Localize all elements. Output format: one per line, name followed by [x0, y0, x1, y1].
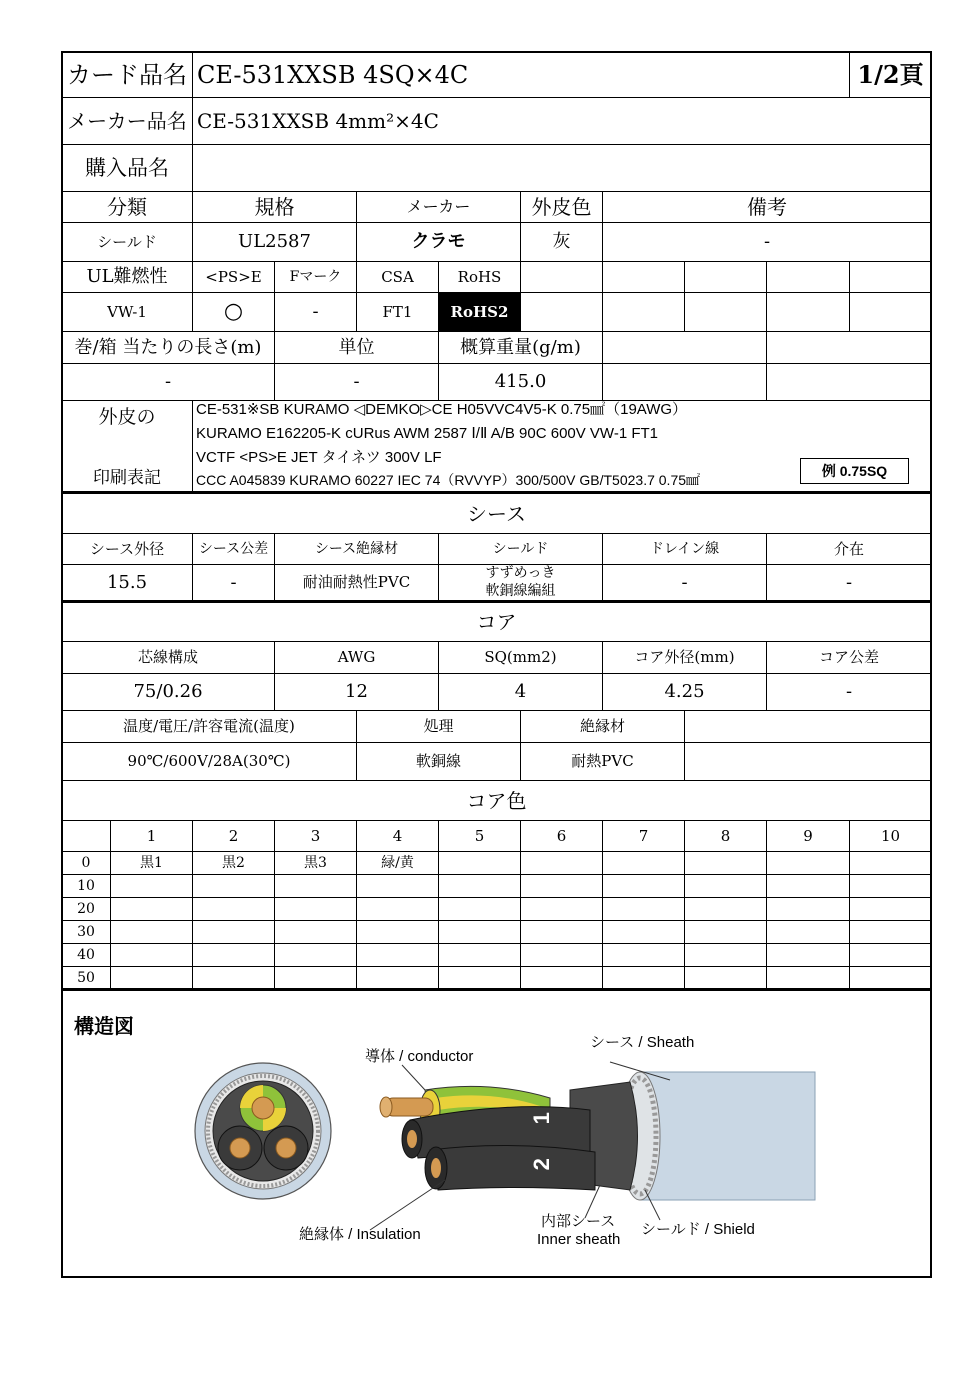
page-number: 1/2頁	[857, 59, 924, 89]
core-color-row-50: 50	[77, 969, 95, 986]
core-tolerance: -	[845, 681, 853, 702]
core-color-col-2: 2	[228, 826, 239, 845]
rating-header-insulation: 絶縁材	[579, 717, 625, 735]
length-header-unit: 単位	[338, 336, 375, 358]
sheath-od: 15.5	[106, 571, 148, 593]
approx-weight: 415.0	[494, 371, 547, 392]
sheath-shield-line-2: 軟銅線編組	[485, 583, 556, 599]
spec-remarks: -	[763, 231, 771, 252]
core-color-row-10: 10	[77, 878, 95, 894]
sheath-title: シース	[467, 501, 526, 526]
print-label-bottom: 印刷表記	[93, 467, 161, 488]
length-header-weight: 概算重量(g/m)	[460, 336, 581, 358]
approval-ul: VW-1	[107, 302, 147, 321]
approval-header-pse: <PS>E	[205, 267, 262, 286]
core-1-print: 1	[528, 1112, 554, 1125]
core-awg: 12	[345, 681, 368, 702]
sheath-header-filler: 介在	[833, 539, 864, 558]
core-color-col-5: 5	[474, 826, 485, 845]
card-name: CE-531XXSB 4SQ×4C	[197, 60, 469, 89]
approval-fmark: -	[312, 301, 319, 322]
spec-header-standard: 規格	[254, 195, 295, 219]
sheath-material: 耐油耐熱性PVC	[302, 573, 411, 591]
core-color-row-0: 0	[81, 855, 91, 871]
core-color-col-1: 1	[146, 826, 157, 845]
approval-header-ul: UL難燃性	[86, 266, 168, 287]
approval-pse: ○	[223, 299, 244, 324]
inner-sheath-label-jp: 内部シース	[541, 1213, 616, 1230]
length-unit: -	[353, 371, 360, 392]
print-line-1: CE-531※SB KURAMO ◁DEMKO▷CE H05VVC4V5-K 0.75㎟（19AWG）	[196, 401, 688, 418]
rating-insulation: 耐熱PVC	[571, 752, 634, 770]
maker-name-label: メーカー品名	[67, 109, 187, 133]
sheath-header-material: シース絶縁材	[314, 541, 399, 557]
core-color-col-8: 8	[720, 826, 731, 845]
sheath-filler: -	[845, 571, 853, 593]
core-title: コア	[476, 610, 517, 634]
sheath-shield-line-1: すずめっき	[485, 565, 556, 581]
shield-label: シールド / Shield	[641, 1221, 755, 1238]
core-color-col-3: 3	[310, 826, 321, 845]
approval-header-fmark: Fマーク	[289, 269, 342, 285]
sheath-header-drain: ドレイン線	[649, 541, 720, 557]
core-2-print: 2	[528, 1158, 554, 1171]
approval-header-csa: CSA	[381, 267, 414, 286]
length-header-per-reel: 巻/箱 当たりの長さ(m)	[74, 336, 262, 358]
core-color-col-7: 7	[638, 826, 649, 845]
conductor-label: 導体 / conductor	[365, 1048, 474, 1065]
core-color-col-4: 4	[392, 826, 403, 845]
rating-temp-voltage: 90℃/600V/28A(30℃)	[127, 752, 291, 770]
core-color-3: 黒3	[304, 855, 327, 871]
structure-diagram-title: 構造図	[74, 1016, 134, 1038]
rating-header-treatment: 処理	[423, 717, 454, 735]
sheath-header-od: シース外径	[89, 539, 165, 558]
maker-name: CE-531XXSB 4mm²×4C	[197, 109, 439, 133]
core-color-title: コア色	[466, 788, 527, 813]
insulation-label: 絶縁体 / Insulation	[299, 1226, 421, 1243]
rating-treatment: 軟銅線	[415, 752, 461, 770]
print-label-top: 外皮の	[98, 405, 156, 428]
core-color-2: 黒2	[222, 855, 245, 871]
sheath-drain: -	[681, 571, 688, 593]
core-header-sq: SQ(mm2)	[484, 648, 557, 666]
card-name-label: カード品名	[67, 60, 187, 89]
rating-header-temp-voltage: 温度/電圧/許容電流(温度)	[123, 717, 295, 735]
sheath-header-shield: シールド	[492, 541, 549, 557]
core-color-col-9: 9	[803, 826, 813, 845]
core-1-marking: 1	[347, 1084, 379, 1100]
spec-standard: UL2587	[238, 231, 311, 252]
approval-rohs: RoHS2	[439, 293, 520, 331]
core-strand: 75/0.26	[133, 681, 203, 702]
spec-color: 灰	[552, 231, 571, 252]
core-header-awg: AWG	[337, 648, 376, 666]
purchase-name-label: 購入品名	[85, 155, 169, 180]
cable-side-illustration	[370, 1062, 815, 1230]
core-color-row-30: 30	[77, 924, 95, 940]
spec-category: シールド	[97, 232, 157, 251]
print-example-badge: 例 0.75SQ	[800, 458, 909, 484]
core-color-row-40: 40	[77, 947, 95, 963]
approval-csa: FT1	[382, 302, 413, 321]
sheath-tolerance: -	[230, 571, 237, 593]
print-line-4: CCC A045839 KURAMO 60227 IEC 74（RVVYP）300/500V GB/T5023.7 0.75㎟	[196, 472, 701, 488]
approval-header-rohs: RoHS	[457, 267, 502, 286]
print-line-3: VCTF <PS>E JET タイネツ 300V LF	[196, 449, 442, 466]
core-header-tolerance: コア公差	[818, 648, 879, 666]
core-color-row-20: 20	[77, 901, 95, 917]
core-color-4: 緑/黄	[381, 855, 414, 871]
cross-section-illustration	[195, 1063, 331, 1199]
core-color-col-6: 6	[556, 826, 567, 845]
spec-header-color: 外皮色	[531, 195, 592, 219]
core-header-od: コア外径(mm)	[634, 648, 735, 666]
spec-header-remarks: 備考	[747, 195, 787, 219]
purchase-name	[197, 145, 847, 191]
length-per-reel: -	[164, 371, 172, 392]
sheath-label: シース / Sheath	[590, 1034, 695, 1051]
spec-header-maker: メーカー	[406, 197, 471, 216]
core-color-col-10: 10	[880, 826, 901, 845]
inner-sheath-label-en: Inner sheath	[537, 1231, 621, 1248]
core-color-1: 黒1	[140, 855, 163, 871]
spec-maker: クラモ	[411, 231, 466, 252]
core-sq: 4	[514, 681, 527, 702]
core-od: 4.25	[664, 681, 705, 702]
spec-header-category: 分類	[107, 195, 147, 219]
sheath-header-tolerance: シース公差	[198, 541, 269, 557]
print-line-2: KURAMO E162205-K cURus AWM 2587 Ⅰ/Ⅱ A/B 90C 600V VW-1 FT1	[196, 425, 658, 442]
core-header-strand: 芯線構成	[137, 648, 198, 666]
